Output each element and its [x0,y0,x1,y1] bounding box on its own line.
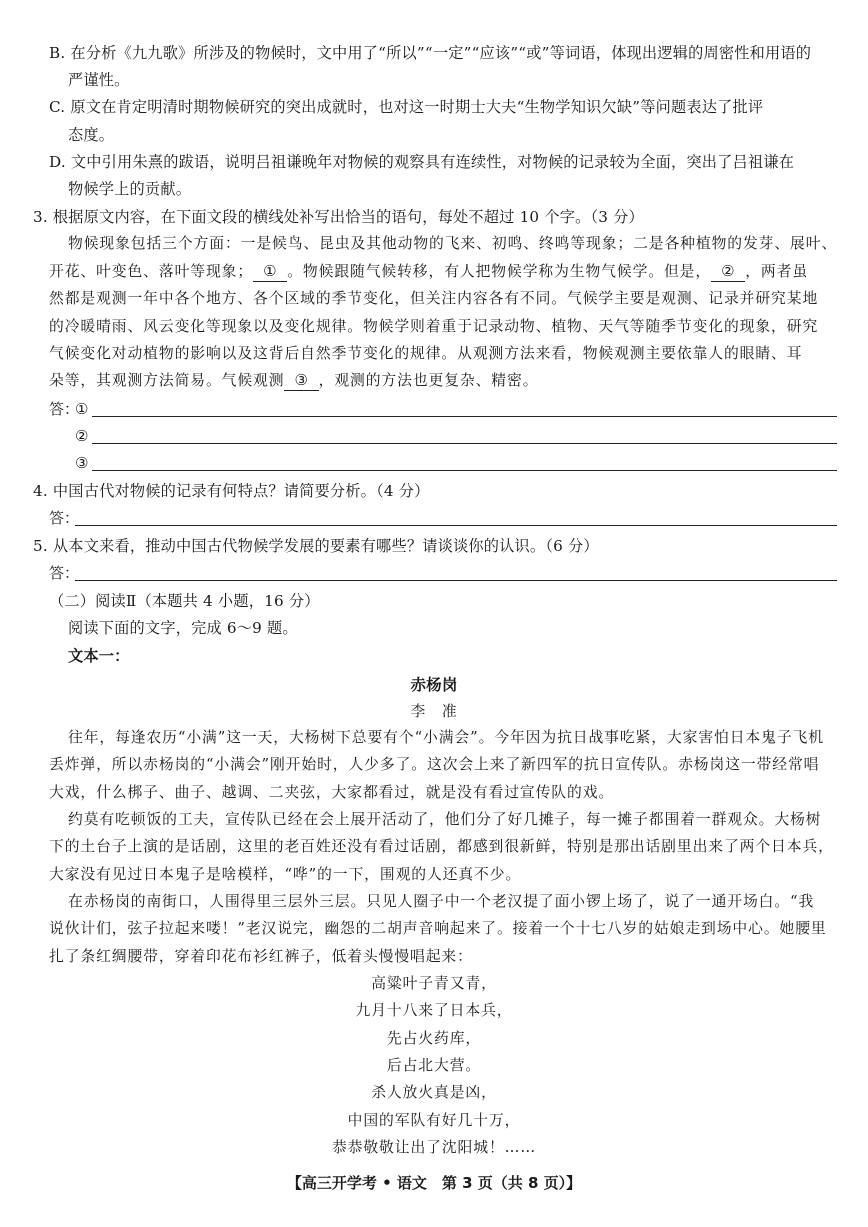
reading-instruction: 阅读下面的文字，完成 6～9 题。 [68,619,298,637]
option-d-line-1: D. 文中引用朱熹的跋语，说明吕祖谦晚年对物候的观察具有连续性，对物候的记录较为全面，突出了吕祖谦在 [49,153,795,171]
q3-passage-text: ，观测的方法也更复杂、精密。 [318,372,539,389]
story-title: 赤杨岗 [410,676,458,694]
answer-line-1[interactable] [92,416,837,417]
answer-mark-3: ③ [75,454,89,472]
story-paragraph-2-line-3: 大家没有见过日本鬼子是啥模样，“哗”的一下，围观的人还真不少。 [49,866,522,883]
story-paragraph-1-line-1: 往年，每逢农历“小满”这一天，大杨树下总要有个“小满会”。今年因为抗日战事吃紧，大家害怕日本鬼子飞机 [68,729,824,746]
song-line: 后占北大营。 [386,1057,482,1074]
option-c-line-2: 态度。 [68,126,115,144]
q5-answer-label: 答： [49,564,80,582]
blank-1: ① [253,263,287,282]
option-b-line-2: 严谨性。 [68,71,130,89]
q3-passage-line-1: 物候现象包括三个方面：一是候鸟、昆虫及其他动物的飞来、初鸣、终鸣等现象；二是各种植物的发芽、展叶、 [68,235,838,252]
text-one-label: 文本一： [68,647,130,665]
answer-mark-1: ① [75,400,89,418]
q3-passage-text: 朵等，其观测方法简易。气候观测 [49,372,285,389]
story-paragraph-2-line-2: 下的土台子上演的是话剧，这里的老百姓还没有看过话剧，都感到很新鲜，特别是那出话剧里出来了两个日本兵， [49,838,834,855]
story-paragraph-1-line-2: 丢炸弹，所以赤杨岗的“小满会”刚开始时，人少多了。这次会上来了新四军的抗日宣传队。赤杨岗这一带经常唱 [49,756,820,773]
option-c-line-1: C. 原文在肯定明清时期物候研究的突出成就时，也对这一时期士大夫“生物学知识欠缺”等问题表达了批评 [49,98,764,116]
q4-answer-label: 答： [49,509,80,527]
story-paragraph-3-line-2: 说伙计们，弦子拉起来喽！”老汉说完，幽怨的二胡声音响起来了。接着一个十七八岁的姑娘走到场中心。她腰里 [49,920,827,937]
answer-line-2[interactable] [92,443,837,444]
story-paragraph-2-line-1: 约莫有吃顿饭的工夫，宣传队已经在会上展开活动了，他们分了好几摊子，每一摊子都围着一群观众。大杨树 [68,811,822,828]
q3-answer-label: 答： [49,400,80,418]
song-line: 杀人放火真是凶， [371,1084,497,1101]
answer-mark-2: ② [75,427,89,445]
song-line: 中国的军队有好几十万， [347,1112,521,1129]
song-line: 先占火药库， [386,1030,482,1047]
question-4-stem: 4. 中国古代对物候的记录有何特点？请简要分析。（4 分） [33,482,430,500]
song-line: 高粱叶子青又青， [371,975,497,992]
song-line: 恭恭敬敬让出了沈阳城！…… [331,1139,537,1156]
blank-2: ② [711,263,745,282]
q4-answer-line[interactable] [75,525,837,526]
q3-passage-text: 。物候跟随气候转移，有人把物候学称为生物气候学。但是， [287,263,712,280]
story-paragraph-1-line-3: 大戏，什么梆子、曲子、越调、二夹弦，大家都看过，就是没有看过宣传队的戏。 [49,784,615,801]
q3-passage-line-4: 的冷暖晴雨、风云变化等现象以及变化规律。物候学则着重于记录动物、植物、天气等随季节变化的现象，研究 [49,318,819,335]
blank-3: ③ [284,372,318,391]
answer-line-3[interactable] [92,470,837,471]
option-b-line-1: B. 在分析《九九歌》所涉及的物候时，文中用了“所以”“一定”“应该”“或”等词语，体现出逻辑的周密性和用语的 [49,44,812,62]
q3-passage-line-2 [49,261,808,283]
option-d-line-2: 物候学上的贡献。 [68,180,192,198]
section-heading: （二）阅读Ⅱ（本题共 4 小题，16 分） [49,592,320,610]
question-3-stem: 3. 根据原文内容，在下面文段的横线处补写出恰当的语句，每处不超过 10 个字。（3 分） [33,208,644,226]
q3-passage-text: 开花、叶变色、落叶等现象； [49,263,254,280]
song-line: 九月十八来了日本兵， [355,1002,513,1019]
page-footer: 【高三开学考 • 语文 第 3 页（共 8 页）】 [286,1174,582,1192]
story-paragraph-3-line-3: 扎了条红绸腰带，穿着印花布衫红裤子，低着头慢慢唱起来： [49,948,473,965]
story-paragraph-3-line-1: 在赤杨岗的南街口，人围得里三层外三层。只见人圈子中一个老汉提了面小锣上场了，说了一通开场白。“我 [68,893,815,910]
q3-passage-line-6 [49,370,538,392]
story-author: 李 准 [410,703,458,720]
q3-passage-line-3: 然都是观测一年中各个地方、各个区域的季节变化，但关注内容各有不同。气候学主要是观测、记录并研究某地 [49,290,819,307]
q3-passage-line-5: 气候变化对动植物的影响以及这背后自然季节变化的规律。从观测方法来看，物候观测主要依靠人的眼睛、耳 [49,345,803,362]
q5-answer-line[interactable] [75,580,837,581]
q3-passage-text: ，两者虽 [745,263,809,280]
question-5-stem: 5. 从本文来看，推动中国古代物候学发展的要素有哪些？请谈谈你的认识。（6 分） [33,537,599,555]
